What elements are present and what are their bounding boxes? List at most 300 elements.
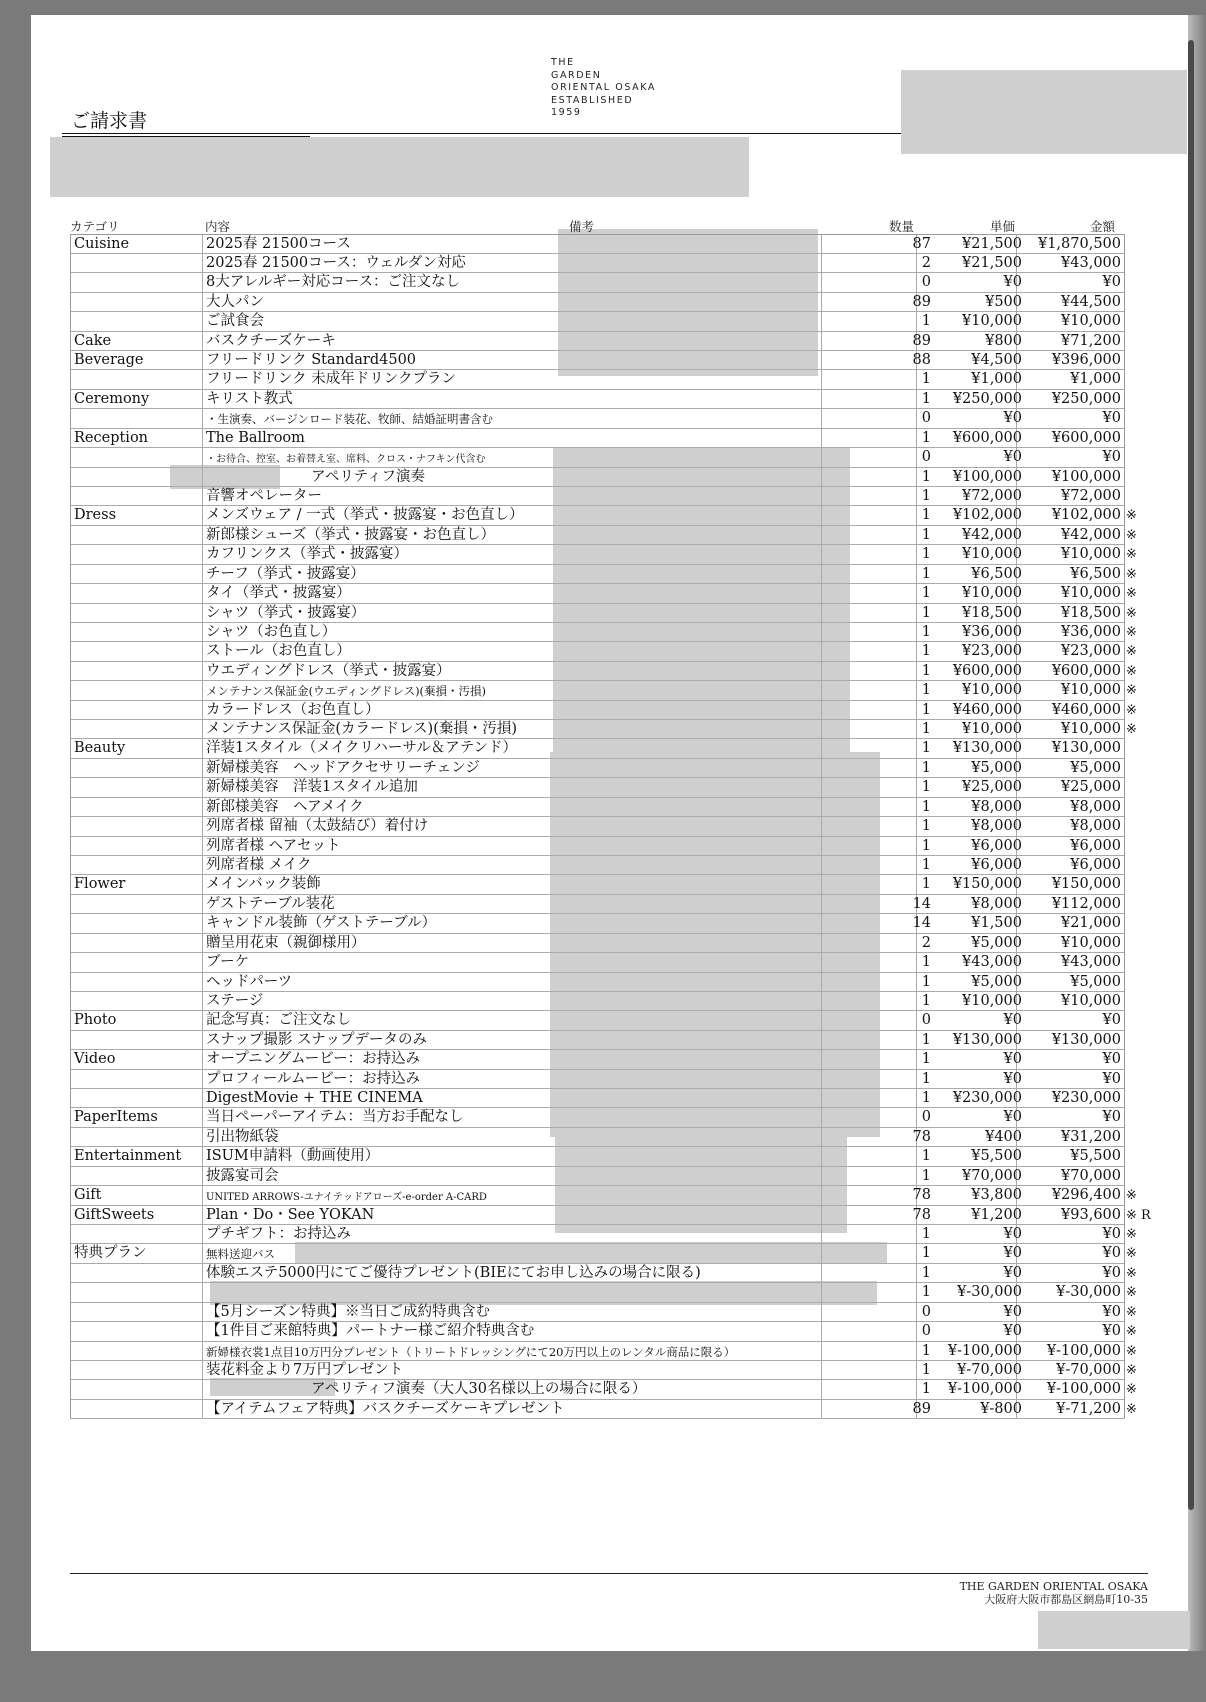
row-item: フリードリンク 未成年ドリンクプラン xyxy=(206,371,456,388)
table-row xyxy=(70,856,1125,875)
row-qty: 1 xyxy=(921,1167,931,1184)
row-item: 大人パン xyxy=(206,293,264,310)
cell-divider xyxy=(202,1011,203,1029)
row-amount: ¥8,000 xyxy=(1070,798,1121,815)
table-row xyxy=(70,545,1137,564)
row-mark: ※ xyxy=(1126,683,1137,699)
invoice-table xyxy=(70,214,1151,1419)
row-unit-price: ¥102,000 xyxy=(952,507,1022,524)
cell-divider xyxy=(202,1089,203,1107)
row-qty: 1 xyxy=(921,371,931,388)
row-item: 無料送迎バス xyxy=(206,1247,275,1262)
cell-divider xyxy=(916,1167,917,1185)
row-item: ヘッドパーツ xyxy=(206,973,293,990)
row-unit-price: ¥0 xyxy=(1003,1012,1022,1029)
cell-divider xyxy=(916,448,917,466)
table-header xyxy=(70,214,1125,234)
row-unit-price: ¥0 xyxy=(1003,1070,1022,1087)
row-mark: ※ xyxy=(1126,1324,1137,1340)
cell-divider xyxy=(821,429,822,447)
row-qty: 0 xyxy=(921,1323,931,1340)
cell-divider xyxy=(821,351,822,369)
cell-divider xyxy=(916,565,917,583)
row-unit-price: ¥10,000 xyxy=(962,585,1022,602)
row-unit-price: ¥230,000 xyxy=(952,1090,1022,1107)
table-row xyxy=(70,953,1125,972)
row-qty: 89 xyxy=(912,1400,931,1417)
table-row xyxy=(70,1167,1125,1186)
row-amount: ¥71,200 xyxy=(1061,332,1121,349)
row-category: 特典プラン xyxy=(74,1245,147,1262)
row-unit-price: ¥0 xyxy=(1003,1303,1022,1320)
row-amount: ¥6,000 xyxy=(1070,857,1121,873)
row-unit-price: ¥23,000 xyxy=(962,643,1022,660)
row-qty: 1 xyxy=(921,1284,931,1301)
row-amount: ¥21,000 xyxy=(1061,915,1121,932)
cell-divider xyxy=(202,623,203,641)
cell-divider xyxy=(821,759,822,777)
cell-divider xyxy=(821,1108,822,1126)
hotel-logo xyxy=(551,57,656,120)
row-qty: 0 xyxy=(921,1303,931,1320)
table-row xyxy=(70,973,1125,992)
row-amount: ¥130,000 xyxy=(1051,1031,1121,1048)
cell-divider xyxy=(916,545,917,563)
table-row xyxy=(70,254,1125,273)
row-unit-price: ¥1,500 xyxy=(971,915,1022,932)
row-amount: ¥460,000 xyxy=(1051,701,1121,718)
cell-divider xyxy=(202,759,203,777)
row-qty: 1 xyxy=(921,604,931,621)
table-row xyxy=(70,759,1125,778)
row-amount: ¥0 xyxy=(1102,1012,1121,1029)
row-unit-price: ¥5,000 xyxy=(971,934,1022,951)
row-category: Entertainment xyxy=(74,1148,182,1165)
row-unit-price: ¥-100,000 xyxy=(947,1342,1022,1359)
row-item: 新郎様シューズ（挙式・披露宴・お色直し） xyxy=(206,526,495,543)
cell-divider xyxy=(916,642,917,660)
row-amount: ¥0 xyxy=(1102,1226,1121,1243)
cell-divider xyxy=(916,1380,917,1398)
row-qty: 1 xyxy=(921,973,931,990)
table-row xyxy=(70,1244,1137,1263)
table-row xyxy=(70,1147,1125,1166)
row-amount: ¥10,000 xyxy=(1061,934,1121,951)
row-unit-price: ¥21,500 xyxy=(962,254,1022,271)
row-unit-price: ¥18,500 xyxy=(962,604,1022,621)
cell-divider xyxy=(821,1011,822,1029)
row-amount: ¥10,000 xyxy=(1061,313,1121,330)
cell-divider xyxy=(821,895,822,913)
row-mark: ※ xyxy=(1126,508,1137,524)
cell-divider xyxy=(916,720,917,738)
logo-line: ESTABLISHED xyxy=(551,94,634,106)
cell-divider xyxy=(821,506,822,524)
row-item: 列席者様 メイク xyxy=(206,857,312,873)
row-item: 8大アレルギー対応コース：ご注文なし xyxy=(206,274,461,291)
cell-divider xyxy=(821,973,822,991)
row-qty: 89 xyxy=(912,293,931,310)
row-qty: 1 xyxy=(921,721,931,738)
logo-line: GARDEN xyxy=(551,69,602,81)
row-category: Video xyxy=(74,1051,116,1068)
row-qty: 1 xyxy=(921,682,931,699)
row-qty: 1 xyxy=(921,546,931,563)
row-mark: ※ xyxy=(1126,644,1137,660)
cell-divider xyxy=(916,312,917,330)
row-amount: ¥-71,200 xyxy=(1056,1400,1121,1417)
row-amount: ¥150,000 xyxy=(1051,876,1121,893)
row-item: 新婦様美容 ヘッドアクセサリーチェンジ xyxy=(206,759,480,776)
row-mark: ※ xyxy=(1126,547,1137,563)
row-item: 体験エステ5000円にてご優待プレゼント(BIEにてお申し込みの場合に限る) xyxy=(206,1264,701,1281)
row-qty: 1 xyxy=(921,1381,931,1398)
cell-divider xyxy=(821,1380,822,1398)
row-qty: 1 xyxy=(921,740,931,757)
cell-divider xyxy=(821,332,822,350)
row-item: プロフィールムービー：お持込み xyxy=(206,1070,421,1087)
table-row xyxy=(70,604,1137,623)
row-amount: ¥10,000 xyxy=(1061,585,1121,602)
row-unit-price: ¥8,000 xyxy=(971,818,1022,835)
row-unit-price: ¥6,000 xyxy=(971,857,1022,873)
row-qty: 0 xyxy=(921,1109,931,1126)
cell-divider xyxy=(916,1264,917,1282)
row-unit-price: ¥0 xyxy=(1003,1051,1022,1068)
table-row xyxy=(70,837,1125,856)
row-unit-price: ¥36,000 xyxy=(962,623,1022,640)
row-qty: 89 xyxy=(912,332,931,349)
row-category: Beauty xyxy=(74,740,126,757)
cell-divider xyxy=(916,759,917,777)
row-qty: 1 xyxy=(921,1148,931,1165)
cell-divider xyxy=(202,914,203,932)
cell-divider xyxy=(916,1050,917,1068)
cell-divider xyxy=(202,1206,203,1224)
row-item: 披露宴司会 xyxy=(206,1167,279,1184)
row-item: ・生演奏、バージンロード装花、牧師、結婚証明書含む xyxy=(206,412,493,427)
cell-divider xyxy=(821,1186,822,1204)
cell-divider xyxy=(821,798,822,816)
table-row xyxy=(70,798,1125,817)
table-row xyxy=(70,720,1137,739)
row-unit-price: ¥0 xyxy=(1003,410,1022,427)
logo-line: 1959 xyxy=(551,107,582,119)
row-qty: 1 xyxy=(921,313,931,330)
row-unit-price: ¥8,000 xyxy=(971,895,1022,912)
row-item: ステージ xyxy=(206,992,264,1009)
row-item: 音響オペレーター xyxy=(206,487,322,504)
row-qty: 1 xyxy=(921,759,931,776)
cell-divider xyxy=(916,1031,917,1049)
row-unit-price: ¥600,000 xyxy=(952,429,1022,446)
row-qty: 1 xyxy=(921,468,931,485)
cell-divider xyxy=(916,623,917,641)
table-row xyxy=(70,351,1125,370)
row-amount: ¥44,500 xyxy=(1061,293,1121,310)
header-price: 単価 xyxy=(990,219,1016,234)
cell-divider xyxy=(202,1400,203,1418)
row-unit-price: ¥600,000 xyxy=(952,662,1022,679)
row-mark: ※ xyxy=(1126,1265,1137,1281)
row-mark: ※ xyxy=(1126,1188,1137,1204)
cell-divider xyxy=(202,1147,203,1165)
row-qty: 2 xyxy=(921,934,931,951)
cell-divider xyxy=(821,914,822,932)
cell-divider xyxy=(821,254,822,272)
row-qty: 1 xyxy=(921,818,931,835)
table-row xyxy=(70,1031,1125,1050)
row-amount: ¥5,000 xyxy=(1070,973,1121,990)
row-unit-price: ¥0 xyxy=(1003,1226,1022,1243)
scrollbar[interactable] xyxy=(1188,40,1194,1510)
row-qty: 1 xyxy=(921,954,931,971)
cell-divider xyxy=(821,468,822,486)
cell-divider xyxy=(821,1400,822,1418)
cell-divider xyxy=(916,506,917,524)
row-category: PaperItems xyxy=(74,1109,158,1126)
table-row xyxy=(70,448,1125,467)
cell-divider xyxy=(202,778,203,796)
cell-divider xyxy=(821,953,822,971)
row-item: 新婦様衣裳1点目10万円分プレゼント（トリートドレッシングにて20万円以上のレンタル商品に限る） xyxy=(206,1344,736,1359)
table-row xyxy=(70,1128,1125,1147)
cell-divider xyxy=(916,1303,917,1321)
row-amount: ¥600,000 xyxy=(1051,429,1121,446)
row-qty: 1 xyxy=(921,779,931,796)
row-mark: ※ xyxy=(1126,566,1137,582)
row-amount: ¥43,000 xyxy=(1061,254,1121,271)
row-unit-price: ¥130,000 xyxy=(952,1031,1022,1048)
row-item: 引出物紙袋 xyxy=(206,1128,279,1145)
row-amount: ¥0 xyxy=(1102,410,1121,427)
row-amount: ¥5,000 xyxy=(1070,759,1121,776)
table-row xyxy=(70,681,1137,700)
cell-divider xyxy=(916,584,917,602)
cell-divider xyxy=(916,1283,917,1301)
cell-divider xyxy=(821,817,822,835)
redaction-block-customer xyxy=(50,137,749,197)
row-amount: ¥0 xyxy=(1102,1303,1121,1320)
cell-divider xyxy=(821,1322,822,1340)
cell-divider xyxy=(202,681,203,699)
row-item: フリードリンク Standard4500 xyxy=(206,352,417,369)
row-qty: 0 xyxy=(921,410,931,427)
cell-divider xyxy=(821,642,822,660)
row-amount: ¥0 xyxy=(1102,1245,1121,1262)
row-item: アペリティフ演奏 xyxy=(311,468,425,485)
row-qty: 1 xyxy=(921,798,931,815)
row-category: Cuisine xyxy=(74,235,130,252)
row-qty: 87 xyxy=(912,235,931,252)
table-row xyxy=(70,584,1137,603)
row-item: メンズウェア / 一式（挙式・披露宴・お色直し） xyxy=(206,507,524,524)
cell-divider xyxy=(202,1225,203,1243)
row-amount: ¥93,600 xyxy=(1061,1206,1121,1223)
row-amount: ¥130,000 xyxy=(1051,740,1121,757)
row-item: 2025春 21500コース：ウェルダン対応 xyxy=(206,254,466,271)
cell-divider xyxy=(821,992,822,1010)
row-item: ISUM申請料（動画使用） xyxy=(206,1148,380,1165)
row-unit-price: ¥-70,000 xyxy=(957,1361,1022,1378)
cell-divider xyxy=(202,1283,203,1301)
table-row xyxy=(70,1050,1125,1069)
row-amount: ¥10,000 xyxy=(1061,721,1121,738)
cell-divider xyxy=(916,1225,917,1243)
cell-divider xyxy=(202,973,203,991)
cell-divider xyxy=(916,1089,917,1107)
row-unit-price: ¥6,500 xyxy=(971,565,1022,582)
row-mark: ※ xyxy=(1126,663,1137,679)
table-row xyxy=(70,1011,1125,1030)
cell-divider xyxy=(821,1070,822,1088)
row-amount: ¥0 xyxy=(1102,1323,1121,1340)
row-item: シャツ（お色直し） xyxy=(206,623,337,640)
row-amount: ¥396,000 xyxy=(1051,352,1121,369)
row-item: ブーケ xyxy=(206,954,250,971)
row-item: シャツ（挙式・披露宴） xyxy=(206,604,366,621)
row-qty: 1 xyxy=(921,701,931,718)
row-amount: ¥0 xyxy=(1102,274,1121,291)
cell-divider xyxy=(916,934,917,952)
table-row xyxy=(70,914,1125,933)
row-amount: ¥18,500 xyxy=(1061,604,1121,621)
cell-divider xyxy=(821,856,822,874)
redaction-block-header xyxy=(901,70,1187,154)
row-amount: ¥36,000 xyxy=(1061,623,1121,640)
table-row xyxy=(70,293,1125,312)
cell-divider xyxy=(202,837,203,855)
row-item: メンテナンス保証金(ウエディングドレス)(棄損・汚損) xyxy=(206,684,487,699)
table-row xyxy=(70,739,1125,758)
cell-divider xyxy=(821,1303,822,1321)
row-unit-price: ¥25,000 xyxy=(962,779,1022,796)
row-qty: 78 xyxy=(912,1187,931,1204)
cell-divider xyxy=(821,934,822,952)
row-item: アペリティフ演奏（大人30名様以上の場合に限る） xyxy=(311,1381,647,1398)
cell-divider xyxy=(916,370,917,388)
row-unit-price: ¥500 xyxy=(985,293,1022,310)
cell-divider xyxy=(821,273,822,291)
row-unit-price: ¥150,000 xyxy=(952,876,1022,893)
cell-divider xyxy=(916,817,917,835)
cell-divider xyxy=(916,254,917,272)
cell-divider xyxy=(916,973,917,991)
row-item: 列席者様 留袖（太鼓結び）着付け xyxy=(206,818,429,835)
cell-divider xyxy=(202,1070,203,1088)
cell-divider xyxy=(916,1342,917,1360)
cell-divider xyxy=(821,526,822,544)
table-row xyxy=(70,1303,1137,1322)
cell-divider xyxy=(202,934,203,952)
cell-divider xyxy=(821,778,822,796)
cell-divider xyxy=(916,487,917,505)
row-mark: ※ xyxy=(1126,1246,1137,1262)
row-mark: ※ xyxy=(1126,1304,1137,1320)
cell-divider xyxy=(202,506,203,524)
row-amount: ¥42,000 xyxy=(1061,526,1121,543)
row-qty: 1 xyxy=(921,429,931,446)
row-amount: ¥1,000 xyxy=(1070,371,1121,388)
row-amount: ¥250,000 xyxy=(1051,390,1121,407)
cell-divider xyxy=(821,1050,822,1068)
cell-divider xyxy=(202,798,203,816)
cell-divider xyxy=(821,390,822,408)
row-item: 装花料金より7万円プレゼント xyxy=(206,1361,404,1378)
row-unit-price: ¥5,000 xyxy=(971,759,1022,776)
cell-divider xyxy=(202,1322,203,1340)
cell-divider xyxy=(821,1128,822,1146)
table-row xyxy=(70,642,1137,661)
footer-address xyxy=(960,1580,1148,1606)
logo-line: ORIENTAL OSAKA xyxy=(551,82,657,94)
row-mark: ※ xyxy=(1126,605,1137,621)
cell-divider xyxy=(916,701,917,719)
table-row xyxy=(70,1070,1125,1089)
table-row xyxy=(70,468,1125,487)
row-item: メインバック装飾 xyxy=(206,876,321,893)
row-item: メンテナンス保証金(カラードレス)(棄損・汚損) xyxy=(206,721,518,738)
row-qty: 78 xyxy=(912,1128,931,1145)
cell-divider xyxy=(916,856,917,874)
cell-divider xyxy=(916,681,917,699)
row-unit-price: ¥4,500 xyxy=(971,352,1022,369)
row-qty: 2 xyxy=(921,254,931,271)
row-item: 記念写真：ご注文なし xyxy=(206,1012,351,1029)
table-row xyxy=(70,1283,1137,1302)
row-unit-price: ¥1,200 xyxy=(971,1206,1022,1223)
row-unit-price: ¥6,000 xyxy=(971,837,1022,854)
row-qty: 1 xyxy=(921,662,931,679)
row-qty: 14 xyxy=(912,915,931,932)
cell-divider xyxy=(202,1108,203,1126)
row-qty: 1 xyxy=(921,876,931,893)
cell-divider xyxy=(916,739,917,757)
cell-divider xyxy=(202,604,203,622)
cell-divider xyxy=(202,370,203,388)
row-unit-price: ¥-800 xyxy=(980,1400,1022,1417)
row-amount: ¥10,000 xyxy=(1061,992,1121,1009)
cell-divider xyxy=(202,429,203,447)
row-amount: ¥102,000 xyxy=(1051,507,1121,524)
cell-divider xyxy=(202,1380,203,1398)
cell-divider xyxy=(821,409,822,427)
row-qty: 1 xyxy=(921,992,931,1009)
row-amount: ¥8,000 xyxy=(1070,818,1121,835)
row-amount: ¥-100,000 xyxy=(1046,1342,1121,1359)
row-item: ストール（お色直し） xyxy=(206,643,351,660)
table-row xyxy=(70,1206,1151,1225)
row-qty: 1 xyxy=(921,1361,931,1378)
row-qty: 88 xyxy=(912,352,931,369)
cell-divider xyxy=(202,1264,203,1282)
table-row xyxy=(70,370,1125,389)
row-unit-price: ¥10,000 xyxy=(962,992,1022,1009)
table-row xyxy=(70,487,1125,506)
cell-divider xyxy=(916,798,917,816)
table-row xyxy=(70,565,1137,584)
cell-divider xyxy=(916,953,917,971)
cell-divider xyxy=(821,1361,822,1379)
row-amount: ¥25,000 xyxy=(1061,779,1121,796)
row-qty: 1 xyxy=(921,585,931,602)
table-row xyxy=(70,701,1137,720)
row-mark: ※ xyxy=(1126,1362,1137,1378)
row-item: ご試食会 xyxy=(206,313,264,330)
cell-divider xyxy=(916,526,917,544)
cell-divider xyxy=(202,293,203,311)
row-amount: ¥43,000 xyxy=(1061,954,1121,971)
